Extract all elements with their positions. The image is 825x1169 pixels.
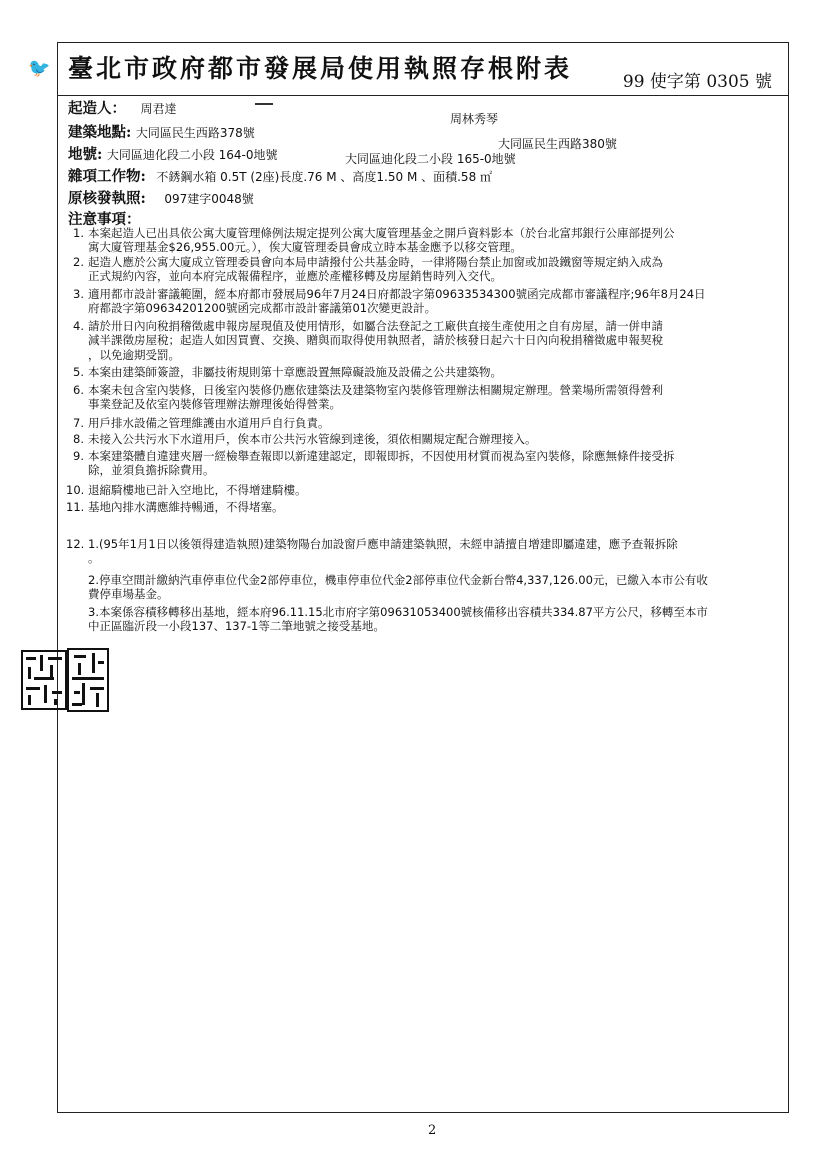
- note-line: 本案建築體自違建夾層一經檢舉查報即以新違建認定，即報即拆，不因使用材質而視為室內裝修，除應無條件接受拆: [88, 449, 675, 463]
- note-line: 未接入公共污水下水道用戶，俟本市公共污水管線到達後，須依相關規定配合辦理接入。: [88, 432, 537, 446]
- lot-row: [68, 147, 278, 163]
- notes-title: 注意事項：: [68, 211, 141, 228]
- header: [58, 43, 788, 96]
- note-number: 8.: [73, 432, 84, 446]
- note-item: [73, 365, 778, 379]
- builder-value-2: 周林秀琴: [450, 112, 499, 126]
- note-number: 9.: [73, 449, 84, 463]
- note-line: 適用都市設計審議範圍，經本府都市發展局96年7月24日府都設字第09633534300號函完成都市審議程序;96年8月24日: [88, 287, 706, 301]
- note-number: 2.: [73, 255, 84, 269]
- note-12-sub-3: [88, 605, 778, 634]
- note-number: 6.: [73, 383, 84, 397]
- site-value-2: 大同區民生西路380號: [498, 137, 617, 151]
- site-row: [68, 125, 255, 141]
- note-number: 10.: [66, 483, 85, 497]
- note-line: 基地內排水溝應維持暢通，不得堵塞。: [88, 500, 284, 514]
- mark-line: [255, 103, 273, 105]
- site-label: 建築地點:: [68, 124, 132, 141]
- note-line: 除，並須負擔拆除費用。: [88, 463, 215, 478]
- note-item: [73, 226, 778, 255]
- orig-row: [68, 191, 254, 207]
- note-line: 府都設字第09634201200號函完成都市設計審議第01次變更設計。: [88, 301, 437, 316]
- note-item: [66, 483, 778, 497]
- builder-row: [68, 101, 176, 117]
- note-line: 2.停車空間計繳納汽車停車位代金2部停車位，機車停車位代金2部停車位代金新台幣4,337,126.00元，已繳入本市公有收: [88, 573, 708, 587]
- official-seal-stamp: [20, 647, 110, 713]
- note-line: 用戶排水設備之管理維護由水道用戶自行負責。: [88, 416, 330, 430]
- note-number: 5.: [73, 365, 84, 379]
- note-number: 7.: [73, 416, 84, 430]
- note-line: 本案未包含室內裝修，日後室內裝修仍應依建築法及建築物室內裝修管理辦法相關規定辦理。營業場所需領得營利: [88, 383, 663, 397]
- note-line: 費停車場基金。: [88, 587, 169, 602]
- note-line: 起造人應於公寓大廈成立管理委員會向本局申請撥付公共基金時，一律將陽台禁止加窗或加設鐵窗等規定納入成為: [88, 255, 663, 269]
- note-line: 本案由建築師簽證，非屬技術規則第十章應設置無障礙設施及設備之公共建築物。: [88, 365, 502, 379]
- lot-label: 地號:: [68, 146, 103, 163]
- note-line: 中正區臨沂段一小段137、137-1等二筆地號之接受基地。: [88, 619, 385, 634]
- lot-value: 大同區迪化段二小段 164-0地號: [106, 148, 278, 162]
- note-12-sub-2: [88, 573, 778, 602]
- note-number: 3.: [73, 287, 84, 301]
- builder-label: 起造人：: [68, 100, 126, 117]
- document-frame: [57, 42, 789, 1138]
- misc-row: [68, 169, 492, 185]
- document-title: 臺北市政府都市發展局使用執照存根附表: [68, 54, 573, 83]
- note-line: 事業登記及依室內裝修管理辦法辦理後始得營業。: [88, 397, 341, 412]
- note-line: 3.本案係容積移轉移出基地，經本府96.11.15北市府字第09631053400號核備移出容積共334.87平方公尺，移轉至本市: [88, 605, 708, 619]
- note-number: 1.: [73, 226, 84, 240]
- note-line: 退縮騎樓地已計入空地比，不得增建騎樓。: [88, 483, 307, 497]
- note-item: [73, 319, 778, 362]
- page-number: 2: [428, 1123, 437, 1138]
- note-line: 請於卅日內向稅捐稽徵處申報房屋現值及使用情形，如屬合法登記之工廠供直接生產使用之自有房屋，請一併申請: [88, 319, 663, 333]
- builder-value: 周君達: [140, 102, 177, 116]
- note-number: 4.: [73, 319, 84, 333]
- lot-value-2: 大同區迪化段二小段 165-0地號: [345, 152, 516, 166]
- note-item: [73, 449, 778, 478]
- note-item: [73, 255, 778, 284]
- note-item: [66, 500, 778, 514]
- note-line: 寓大廈管理基金$26,955.00元。），俟大廈管理委員會成立時本基金應予以移交管理。: [88, 240, 522, 255]
- note-item: [73, 383, 778, 412]
- note-line: 正式規約內容，並向本府完成報備程序，並應於產權移轉及房屋銷售時列入交代。: [88, 269, 502, 284]
- note-item: [73, 432, 778, 446]
- note-line: 減半課徵房屋稅；起造人如因買賣、交換、贈與而取得使用執照者，請於核發日起六十日內向稅捐稽徵處申報契稅: [88, 333, 663, 348]
- site-value: 大同區民生西路378號: [135, 126, 255, 140]
- misc-value: 不銹鋼水箱 0.5T (2座)長度.76 M 、高度1.50 M 、面積.58 ㎡: [156, 170, 493, 184]
- orig-value: 097建字0048號: [164, 192, 254, 206]
- note-number: 12.: [66, 537, 85, 551]
- misc-label: 雜項工作物:: [68, 168, 146, 185]
- note-12-sub-1: [88, 537, 778, 566]
- note-item: [73, 287, 778, 316]
- note-line: ，以免逾期受罰。: [88, 347, 180, 362]
- orig-label: 原核發執照:: [68, 190, 146, 207]
- note-item: [73, 416, 778, 430]
- bird-mark-icon: 🐦: [28, 58, 51, 79]
- note-line: 1.(95年1月1日以後領得建造執照)建築物陽台加設窗戶應申請建築執照，未經申請擅自增建即屬違建，應予查報拆除: [88, 537, 678, 551]
- permit-number: 99 使字第 0305 號: [622, 72, 772, 92]
- note-line: 本案起造人已出具依公寓大廈管理條例法規定提列公寓大廈管理基金之開戶資料影本（於台北富邦銀行公庫部提列公: [88, 226, 675, 240]
- note-number: 11.: [66, 500, 85, 514]
- note-line: 。: [88, 551, 100, 566]
